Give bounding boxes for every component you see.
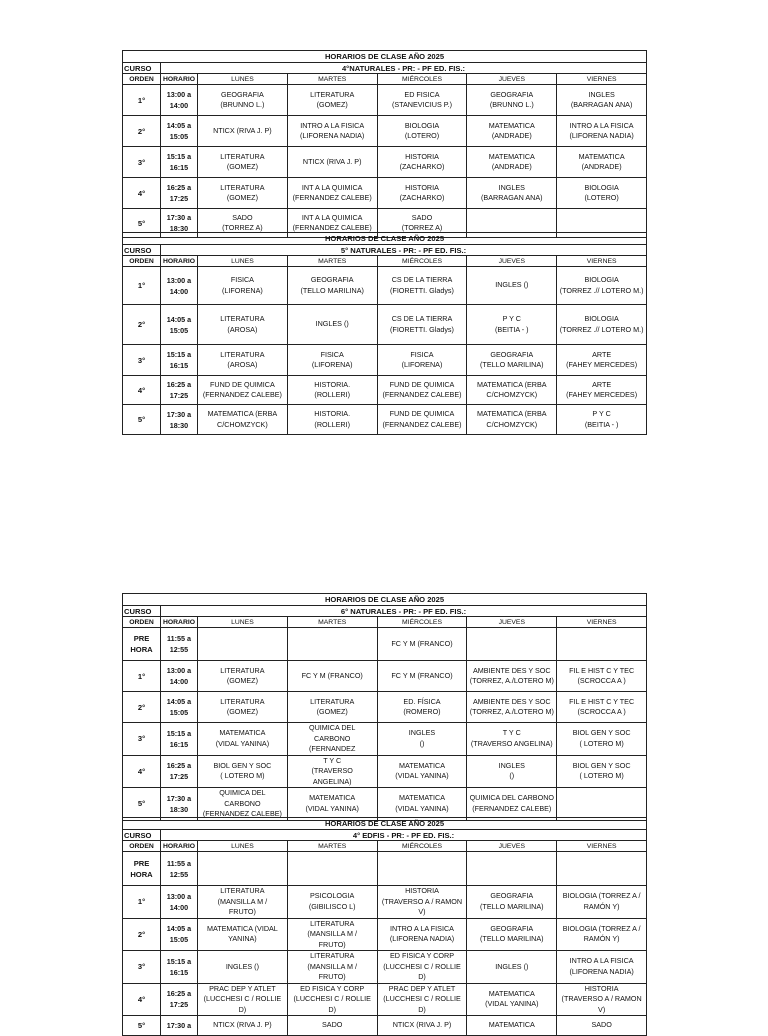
column-header: LUNES bbox=[198, 617, 288, 628]
row-horario: 16:25 a 17:25 bbox=[161, 178, 198, 209]
class-cell: MATEMATICA (VIDAL YANINA) bbox=[377, 788, 467, 821]
row-orden: 4° bbox=[123, 376, 161, 405]
class-cell: INT A LA QUIMICA (FERNANDEZ CALEBE) bbox=[287, 209, 377, 238]
table-row bbox=[123, 661, 647, 692]
class-cell: MATEMATICA (ANDRADE) bbox=[557, 147, 647, 178]
class-cell: BIOLOGIA (TORREZ A / RAMÓN Y) bbox=[557, 886, 647, 919]
row-orden: 1° bbox=[123, 886, 161, 919]
class-cell: MATEMATICA (VIDAL YANINA) bbox=[198, 723, 288, 756]
class-cell: INGLES () bbox=[467, 267, 557, 305]
column-header: MARTES bbox=[287, 256, 377, 267]
class-cell: QUIMICA DEL CARBONO (FERNANDEZ CALEBE) bbox=[467, 788, 557, 821]
class-cell: FUND DE QUIMICA (FERNANDEZ CALEBE) bbox=[198, 376, 288, 405]
class-cell: GEOGRAFIA (TELLO MARILINA) bbox=[467, 886, 557, 919]
row-horario: 17:30 a 18:30 bbox=[161, 788, 198, 821]
class-cell: FISICA (LIFORENA) bbox=[377, 345, 467, 376]
class-cell: SADO bbox=[287, 1016, 377, 1036]
table-row bbox=[123, 267, 647, 305]
curso-label: CURSO bbox=[123, 245, 161, 256]
class-cell: LITERATURA (GOMEZ) bbox=[198, 147, 288, 178]
column-header: HORARIO bbox=[161, 841, 198, 852]
class-cell: T Y C (TRAVERSO ANGELINA) bbox=[287, 755, 377, 788]
class-cell: HISTORIA. (ROLLERI) bbox=[287, 405, 377, 435]
row-horario: 17:30 a 18:30 bbox=[161, 405, 198, 435]
row-orden: PRE HORA bbox=[123, 852, 161, 886]
class-cell: LITERATURA (MANSILLA M / FRUTO) bbox=[198, 886, 288, 919]
title-row bbox=[123, 594, 647, 606]
row-horario: 14:05 a 15:05 bbox=[161, 918, 198, 951]
class-cell: AMBIENTE DES Y SOC (TORREZ, A./LOTERO M) bbox=[467, 661, 557, 692]
course-row bbox=[123, 245, 647, 256]
class-cell: INGLES (BARRAGAN ANA) bbox=[467, 178, 557, 209]
column-header: ORDEN bbox=[123, 256, 161, 267]
class-cell: QUIMICA DEL CARBONO (FERNANDEZ bbox=[287, 723, 377, 756]
row-horario: 14:05 a 15:05 bbox=[161, 116, 198, 147]
row-horario: 16:25 a 17:25 bbox=[161, 755, 198, 788]
class-cell: NTICX (RIVA J. P) bbox=[287, 147, 377, 178]
column-header: MIÉRCOLES bbox=[377, 256, 467, 267]
row-horario: 11:55 a 12:55 bbox=[161, 852, 198, 886]
column-header: JUEVES bbox=[467, 256, 557, 267]
column-header: ORDEN bbox=[123, 74, 161, 85]
course-row bbox=[123, 63, 647, 74]
row-horario: 15:15 a 16:15 bbox=[161, 723, 198, 756]
class-cell: LITERATURA (GOMEZ) bbox=[287, 85, 377, 116]
row-orden: 2° bbox=[123, 116, 161, 147]
course-name: 4° EDFIS - PR: - PF ED. FIS.: bbox=[161, 830, 647, 841]
class-cell: PRAC DEP Y ATLET (LUCCHESI C / ROLLIE D) bbox=[198, 983, 288, 1016]
table-row bbox=[123, 147, 647, 178]
class-cell: CS DE LA TIERRA (FIORETTI. Gladys) bbox=[377, 305, 467, 345]
class-cell: BIOL GEN Y SOC ( LOTERO M) bbox=[557, 755, 647, 788]
class-cell: LITERATURA (AROSA) bbox=[198, 305, 288, 345]
row-orden: 5° bbox=[123, 405, 161, 435]
class-cell bbox=[557, 852, 647, 886]
class-cell bbox=[377, 852, 467, 886]
row-orden: 4° bbox=[123, 755, 161, 788]
class-cell: SADO bbox=[557, 1016, 647, 1036]
class-cell: MATEMATICA (ANDRADE) bbox=[467, 116, 557, 147]
class-cell: MATEMATICA bbox=[467, 1016, 557, 1036]
schedule-table-6-naturales bbox=[122, 593, 647, 821]
column-header: JUEVES bbox=[467, 617, 557, 628]
class-cell: GEOGRAFIA (BRUNNO L.) bbox=[467, 85, 557, 116]
table-row bbox=[123, 85, 647, 116]
class-cell: FUND DE QUIMICA (FERNANDEZ CALEBE) bbox=[377, 405, 467, 435]
class-cell: PSICOLOGIA (GIBILISCO L) bbox=[287, 886, 377, 919]
row-orden: 5° bbox=[123, 788, 161, 821]
class-cell: INGLES () bbox=[287, 305, 377, 345]
class-cell: MATEMATICA (VIDAL YANINA) bbox=[198, 918, 288, 951]
schedule-table-4-naturales bbox=[122, 50, 647, 238]
table-row bbox=[123, 405, 647, 435]
row-horario: 14:05 a 15:05 bbox=[161, 692, 198, 723]
class-cell: INGLES () bbox=[467, 755, 557, 788]
class-cell: BIOLOGIA (LOTERO) bbox=[377, 116, 467, 147]
table-title: HORARIOS DE CLASE AÑO 2025 bbox=[123, 51, 647, 63]
class-cell: LITERATURA (GOMEZ) bbox=[198, 692, 288, 723]
course-name: 4°NATURALES - PR: - PF ED. FIS.: bbox=[161, 63, 647, 74]
class-cell: AMBIENTE DES Y SOC (TORREZ, A./LOTERO M) bbox=[467, 692, 557, 723]
row-horario: 15:15 a 16:15 bbox=[161, 345, 198, 376]
table-row bbox=[123, 116, 647, 147]
class-cell: PRAC DEP Y ATLET (LUCCHESI C / ROLLIE D) bbox=[377, 983, 467, 1016]
course-row bbox=[123, 830, 647, 841]
class-cell: INTRO A LA FISICA (LIFORENA NADIA) bbox=[557, 951, 647, 984]
class-cell: BIOLOGIA (TORREZ A / RAMÓN Y) bbox=[557, 918, 647, 951]
class-cell: FISICA (LIFORENA) bbox=[287, 345, 377, 376]
class-cell: INGLES () bbox=[198, 951, 288, 984]
class-cell: MATEMATICA (VIDAL YANINA) bbox=[467, 983, 557, 1016]
column-header: MIÉRCOLES bbox=[377, 617, 467, 628]
class-cell: LITERATURA (MANSILLA M / FRUTO) bbox=[287, 918, 377, 951]
column-header: ORDEN bbox=[123, 841, 161, 852]
class-cell: FIL E HIST C Y TEC (SCROCCA A ) bbox=[557, 692, 647, 723]
class-cell: BIOLOGIA (TORREZ .// LOTERO M.) bbox=[557, 267, 647, 305]
table-row bbox=[123, 692, 647, 723]
row-horario: 14:05 a 15:05 bbox=[161, 305, 198, 345]
class-cell: NTICX (RIVA J. P) bbox=[377, 1016, 467, 1036]
class-cell: BIOLOGIA (LOTERO) bbox=[557, 178, 647, 209]
class-cell bbox=[557, 628, 647, 661]
row-orden: 1° bbox=[123, 267, 161, 305]
row-orden: 3° bbox=[123, 951, 161, 984]
row-horario: 15:15 a 16:15 bbox=[161, 951, 198, 984]
column-header: LUNES bbox=[198, 256, 288, 267]
class-cell: GEOGRAFIA (TELLO MARILINA) bbox=[467, 918, 557, 951]
class-cell: FIL E HIST C Y TEC (SCROCCA A ) bbox=[557, 661, 647, 692]
header-row bbox=[123, 617, 647, 628]
class-cell: BIOL GEN Y SOC ( LOTERO M) bbox=[198, 755, 288, 788]
class-cell: BIOLOGIA (TORREZ .// LOTERO M.) bbox=[557, 305, 647, 345]
table-row bbox=[123, 628, 647, 661]
class-cell: INTRO A LA FISICA (LIFORENA NADIA) bbox=[377, 918, 467, 951]
class-cell: FUND DE QUIMICA (FERNANDEZ CALEBE) bbox=[377, 376, 467, 405]
column-header: VIERNES bbox=[557, 617, 647, 628]
class-cell bbox=[467, 852, 557, 886]
class-cell: INGLES () bbox=[467, 951, 557, 984]
title-row bbox=[123, 818, 647, 830]
class-cell: HISTORIA (ZACHARKO) bbox=[377, 147, 467, 178]
class-cell: BIOL GEN Y SOC ( LOTERO M) bbox=[557, 723, 647, 756]
column-header: ORDEN bbox=[123, 617, 161, 628]
column-header: JUEVES bbox=[467, 74, 557, 85]
class-cell: P Y C (BEITIA - ) bbox=[467, 305, 557, 345]
row-orden: 2° bbox=[123, 918, 161, 951]
class-cell: MATEMATICA (ERBA C/CHOMZYCK) bbox=[467, 376, 557, 405]
class-cell: INT A LA QUIMICA (FERNANDEZ CALEBE) bbox=[287, 178, 377, 209]
table-row bbox=[123, 1016, 647, 1036]
row-horario: 17:30 a 18:30 bbox=[161, 209, 198, 238]
class-cell: INGLES (BARRAGAN ANA) bbox=[557, 85, 647, 116]
class-cell: ED FISICA (STANEVICIUS P.) bbox=[377, 85, 467, 116]
class-cell bbox=[198, 852, 288, 886]
row-horario: 16:25 a 17:25 bbox=[161, 376, 198, 405]
class-cell: FC Y M (FRANCO) bbox=[377, 628, 467, 661]
column-header: VIERNES bbox=[557, 256, 647, 267]
curso-label: CURSO bbox=[123, 63, 161, 74]
class-cell: HISTORIA (TRAVERSO A / RAMON V) bbox=[377, 886, 467, 919]
class-cell bbox=[198, 628, 288, 661]
class-cell: FC Y M (FRANCO) bbox=[377, 661, 467, 692]
class-cell: T Y C (TRAVERSO ANGELINA) bbox=[467, 723, 557, 756]
schedule-table-4-edfis bbox=[122, 817, 647, 1036]
row-orden: 4° bbox=[123, 178, 161, 209]
row-horario: 13:00 a 14:00 bbox=[161, 661, 198, 692]
class-cell: SADO (TORREZ A) bbox=[377, 209, 467, 238]
class-cell bbox=[557, 788, 647, 821]
class-cell: HISTORIA. (ROLLERI) bbox=[287, 376, 377, 405]
class-cell: ED FISICA Y CORP (LUCCHESI C / ROLLIE D) bbox=[377, 951, 467, 984]
row-orden: 2° bbox=[123, 305, 161, 345]
table-row bbox=[123, 788, 647, 821]
column-header: MARTES bbox=[287, 617, 377, 628]
row-orden: 1° bbox=[123, 85, 161, 116]
row-orden: 3° bbox=[123, 345, 161, 376]
course-name: 5° NATURALES - PR: - PF ED. FIS.: bbox=[161, 245, 647, 256]
class-cell: ED. FÍSICA (ROMERO) bbox=[377, 692, 467, 723]
class-cell: MATEMATICA (ANDRADE) bbox=[467, 147, 557, 178]
class-cell: FC Y M (FRANCO) bbox=[287, 661, 377, 692]
row-horario: 17:30 a bbox=[161, 1016, 198, 1036]
row-orden: 3° bbox=[123, 723, 161, 756]
course-row bbox=[123, 606, 647, 617]
column-header: JUEVES bbox=[467, 841, 557, 852]
class-cell: LITERATURA (AROSA) bbox=[198, 345, 288, 376]
course-name: 6° NATURALES - PR: - PF ED. FIS.: bbox=[161, 606, 647, 617]
class-cell: MATEMATICA (VIDAL YANINA) bbox=[287, 788, 377, 821]
class-cell: INTRO A LA FISICA (LIFORENA NADIA) bbox=[287, 116, 377, 147]
table-title: HORARIOS DE CLASE AÑO 2025 bbox=[123, 594, 647, 606]
header-row bbox=[123, 74, 647, 85]
title-row bbox=[123, 233, 647, 245]
class-cell: SADO (TORREZ A) bbox=[198, 209, 288, 238]
class-cell: LITERATURA (MANSILLA M / FRUTO) bbox=[287, 951, 377, 984]
row-orden: 4° bbox=[123, 983, 161, 1016]
table-row bbox=[123, 755, 647, 788]
class-cell: ARTE (FAHEY MERCEDES) bbox=[557, 345, 647, 376]
class-cell: HISTORIA (TRAVERSO A / RAMON V) bbox=[557, 983, 647, 1016]
class-cell: CS DE LA TIERRA (FIORETTI. Gladys) bbox=[377, 267, 467, 305]
curso-label: CURSO bbox=[123, 606, 161, 617]
class-cell: FISICA (LIFORENA) bbox=[198, 267, 288, 305]
row-horario: 13:00 a 14:00 bbox=[161, 886, 198, 919]
column-header: HORARIO bbox=[161, 74, 198, 85]
table-row bbox=[123, 951, 647, 984]
row-orden: 5° bbox=[123, 209, 161, 238]
row-orden: 1° bbox=[123, 661, 161, 692]
header-row bbox=[123, 841, 647, 852]
class-cell: LITERATURA (GOMEZ) bbox=[198, 661, 288, 692]
class-cell: GEOGRAFIA (TELLO MARILINA) bbox=[467, 345, 557, 376]
class-cell: MATEMATICA (ERBA C/CHOMZYCK) bbox=[467, 405, 557, 435]
class-cell: MATEMATICA (VIDAL YANINA) bbox=[377, 755, 467, 788]
row-orden: 2° bbox=[123, 692, 161, 723]
table-row bbox=[123, 305, 647, 345]
column-header: LUNES bbox=[198, 74, 288, 85]
row-horario: 13:00 a 14:00 bbox=[161, 267, 198, 305]
table-row bbox=[123, 852, 647, 886]
row-orden: 5° bbox=[123, 1016, 161, 1036]
schedule-table-5-naturales bbox=[122, 232, 647, 435]
table-row bbox=[123, 983, 647, 1016]
class-cell: GEOGRAFIA (TELLO MARILINA) bbox=[287, 267, 377, 305]
column-header: MIÉRCOLES bbox=[377, 74, 467, 85]
class-cell bbox=[287, 852, 377, 886]
class-cell: HISTORIA (ZACHARKO) bbox=[377, 178, 467, 209]
column-header: MARTES bbox=[287, 841, 377, 852]
table-row bbox=[123, 376, 647, 405]
class-cell: INTRO A LA FISICA (LIFORENA NADIA) bbox=[557, 116, 647, 147]
class-cell: ARTE (FAHEY MERCEDES) bbox=[557, 376, 647, 405]
class-cell bbox=[287, 628, 377, 661]
header-row bbox=[123, 256, 647, 267]
table-row bbox=[123, 178, 647, 209]
table-row bbox=[123, 345, 647, 376]
class-cell bbox=[467, 628, 557, 661]
curso-label: CURSO bbox=[123, 830, 161, 841]
row-orden: 3° bbox=[123, 147, 161, 178]
class-cell: MATEMATICA (ERBA C/CHOMZYCK) bbox=[198, 405, 288, 435]
table-title: HORARIOS DE CLASE AÑO 2025 bbox=[123, 818, 647, 830]
table-title: HORARIOS DE CLASE AÑO 2025 bbox=[123, 233, 647, 245]
row-horario: 11:55 a 12:55 bbox=[161, 628, 198, 661]
class-cell: LITERATURA (GOMEZ) bbox=[198, 178, 288, 209]
title-row bbox=[123, 51, 647, 63]
class-cell: NTICX (RIVA J. P) bbox=[198, 116, 288, 147]
column-header: HORARIO bbox=[161, 256, 198, 267]
class-cell: INGLES () bbox=[377, 723, 467, 756]
column-header: HORARIO bbox=[161, 617, 198, 628]
column-header: VIERNES bbox=[557, 841, 647, 852]
class-cell: NTICX (RIVA J. P) bbox=[198, 1016, 288, 1036]
row-horario: 15:15 a 16:15 bbox=[161, 147, 198, 178]
row-horario: 13:00 a 14:00 bbox=[161, 85, 198, 116]
row-orden: PRE HORA bbox=[123, 628, 161, 661]
class-cell: ED FISICA Y CORP (LUCCHESI C / ROLLIE D) bbox=[287, 983, 377, 1016]
table-row bbox=[123, 918, 647, 951]
table-row bbox=[123, 723, 647, 756]
column-header: LUNES bbox=[198, 841, 288, 852]
column-header: VIERNES bbox=[557, 74, 647, 85]
column-header: MIÉRCOLES bbox=[377, 841, 467, 852]
row-horario: 16:25 a 17:25 bbox=[161, 983, 198, 1016]
column-header: MARTES bbox=[287, 74, 377, 85]
table-row bbox=[123, 886, 647, 919]
class-cell: LITERATURA (GOMEZ) bbox=[287, 692, 377, 723]
class-cell: GEOGRAFIA (BRUNNO L.) bbox=[198, 85, 288, 116]
class-cell: P Y C (BEITIA - ) bbox=[557, 405, 647, 435]
class-cell: QUIMICA DEL CARBONO (FERNANDEZ CALEBE) bbox=[198, 788, 288, 821]
